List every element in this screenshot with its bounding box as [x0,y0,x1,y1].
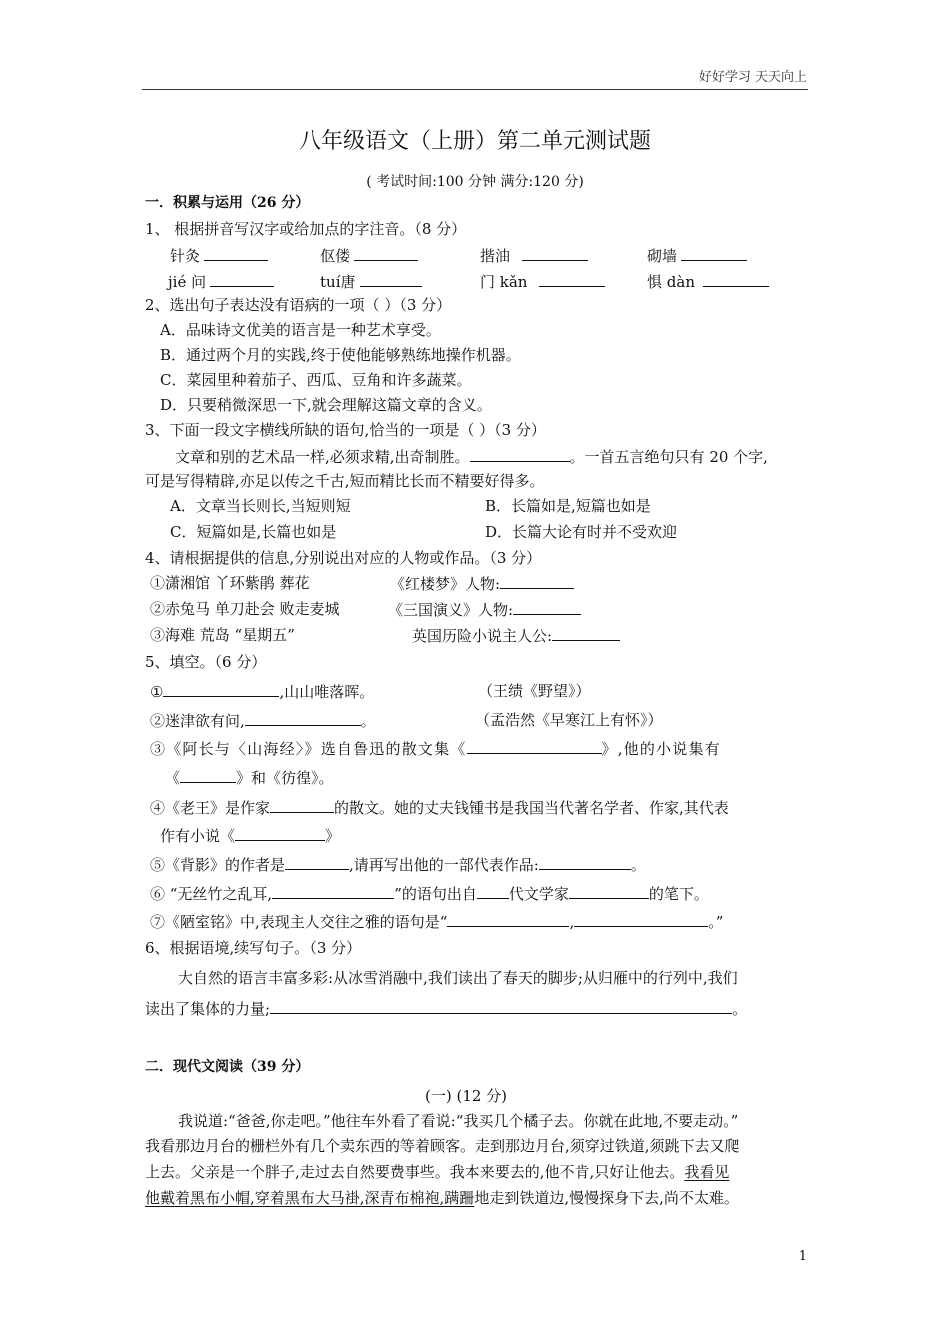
section-2-heading: 二．现代文阅读（39 分） [145,1059,310,1075]
q5-text: ,请再写出他的一部代表作品: [349,856,539,874]
q3-option-c: C．短篇如是,长篇也如是 [170,523,337,541]
q6-text: 读出了集体的力量; [145,1000,271,1018]
q5-text: 。 [630,856,646,874]
q5-line-2 [150,710,376,731]
reading-underlined-text: 他戴着黑布小帽,穿着黑布大马褂,深青布棉袍,蹒跚 [145,1189,475,1207]
q5-text: 《 [165,769,181,787]
q3-option-b: B．长篇如是,短篇也如是 [485,497,651,515]
reading-line [145,1188,739,1208]
q4-clue: ②赤兔马 单刀赴会 败走麦城 [150,600,340,618]
q1-word: 针灸 [170,247,201,265]
reading-line [145,1162,729,1182]
q5-source-1: （王绩《野望》） [478,682,591,700]
q2-option-d: D．只要稍微深思一下,就会理解这篇文章的含义。 [160,396,492,414]
part-1-heading: (一) (12 分) [425,1087,508,1105]
q4-clue: ①潇湘馆 丫环紫鹃 葬花 [150,574,310,592]
q4-answer-label: 英国历险小说主人公: [412,627,553,645]
q3-passage-text: 。一首五言绝句只有 20 个字, [569,448,768,466]
header-divider [142,89,808,90]
q1-stem: 1、 根据拼音写汉字或给加点的字注音。（8 分） [145,220,467,238]
q4-answer [412,625,620,646]
q3-stem: 3、下面一段文字横线所缺的语句,恰当的一项是（ ）（3 分） [145,421,546,439]
q1-item [480,245,588,266]
q5-text: ③《阿长与〈山海经〉》选自鲁迅的散文集《 [150,740,467,758]
q5-text: 》和《彷徨》。 [236,769,334,787]
q1-word: 伛偻 [320,247,351,265]
q5-text: , [569,913,575,931]
q5-text: 的笔下。 [648,885,709,903]
q4-answer-label: 《三国演义》人物: [388,601,514,619]
q1-word: jié 问 [168,273,207,291]
reading-underlined-text: 我看见 [684,1163,730,1181]
q5-text: ,山山唯落晖。 [279,683,375,701]
q5-line-5 [150,854,646,875]
reading-line: 我说道:“爸爸,你走吧。”他往车外看了看说:“我买几个橘子去。你就在此地,不要走动。” [178,1112,739,1130]
q3-option-d: D．长篇大论有时并不受欢迎 [485,523,678,541]
q5-line-3-cont [165,767,334,788]
q5-text: ⑥ “无丝竹之乱耳, [150,885,273,903]
reading-text: 上去。父亲是一个胖子,走过去自然要费事些。我本来要去的,他不肯,只好让他去。 [145,1163,685,1181]
q1-item [647,245,747,266]
q5-line-4-cont [160,825,340,846]
q3-option-a: A．文章当长则长,当短则短 [170,497,351,515]
q1-item [168,271,274,292]
q5-stem: 5、填空。（6 分） [145,653,267,671]
q5-text: ④《老王》是作家 [150,799,271,817]
q5-text: 代文学家 [508,885,569,903]
q5-text: 。” [708,913,724,931]
q2-stem: 2、选出句子表达没有语病的一项（ ）（3 分） [145,296,452,314]
q1-word: 门 kǎn [480,273,528,291]
q1-item [320,271,422,292]
q4-answer [388,599,581,620]
q6-answer-line [145,998,747,1019]
q5-text: ⑤《背影》的作者是 [150,856,286,874]
q5-text: 》 [325,827,341,845]
q6-passage-line: 大自然的语言丰富多彩:从冰雪消融中,我们读出了春天的脚步;从归雁中的行列中,我们 [178,969,738,987]
q1-item [480,271,605,292]
q5-text: ”的语句出自 [394,885,477,903]
q5-line-3 [150,738,721,759]
q5-line-7 [150,911,723,932]
q5-text: 。 [360,712,376,730]
q1-item [647,271,769,292]
q5-text: 作有小说《 [160,827,236,845]
q3-passage-line [175,446,768,467]
q2-option-a: A．品味诗文优美的语言是一种艺术享受。 [160,321,441,339]
q5-line-4 [150,797,729,818]
q2-option-b: B．通过两个月的实践,终于使他能够熟练地操作机器。 [160,346,521,364]
q4-clue: ③海难 荒岛 “星期五” [150,626,295,644]
q5-line-6 [150,883,709,904]
page-title: 八年级语文（上册）第二单元测试题 [298,129,651,154]
header-motto: 好好学习 天天向上 [698,70,807,85]
q1-word: tuí唐 [320,273,356,291]
q5-text: ②迷津欲有问, [150,712,245,730]
q1-word: 揩油 [480,247,511,265]
q6-text: 。 [732,1000,748,1018]
q4-answer [390,573,574,594]
reading-text: 地走到铁道边,慢慢探身下去,尚不太难。 [474,1189,739,1207]
q1-item [170,245,268,266]
q5-text: ⑦《陋室铭》中,表现主人交往之雅的语句是“ [150,913,448,931]
q4-stem: 4、请根据提供的信息,分别说出对应的人物或作品。（3 分） [145,549,542,567]
q5-source-2: （孟浩然《早寒江上有怀》） [475,711,663,729]
q1-word: 惧 dàn [647,273,695,291]
section-1-heading: 一．积累与运用（26 分） [145,195,310,211]
q1-item [320,245,418,266]
q5-line-1 [150,681,374,702]
q4-answer-label: 《红楼梦》人物: [390,575,501,593]
q5-text: ① [150,683,164,701]
reading-line: 我看那边月台的栅栏外有几个卖东西的等着顾客。走到那边月台,须穿过铁道,须跳下去又爬 [145,1137,740,1155]
q6-stem: 6、根据语境,续写句子。（3 分） [145,939,362,957]
page-number: 1 [798,1249,807,1264]
q3-passage-text: 文章和别的艺术品一样,必须求精,出奇制胜。 [175,448,470,466]
q2-option-c: C．菜园里种着茄子、西瓜、豆角和许多蔬菜。 [160,371,472,389]
q1-word: 砌墙 [647,247,678,265]
q3-passage-line: 可是写得精辟,亦足以传之千古,短而精比长而不精要好得多。 [145,472,545,490]
exam-info: ( 考试时间:100 分钟 满分:120 分) [366,174,584,190]
q5-text: 》,他的小说集有 [601,740,721,758]
q5-text: 的散文。她的丈夫钱锺书是我国当代著名学者、作家,其代表 [334,799,729,817]
